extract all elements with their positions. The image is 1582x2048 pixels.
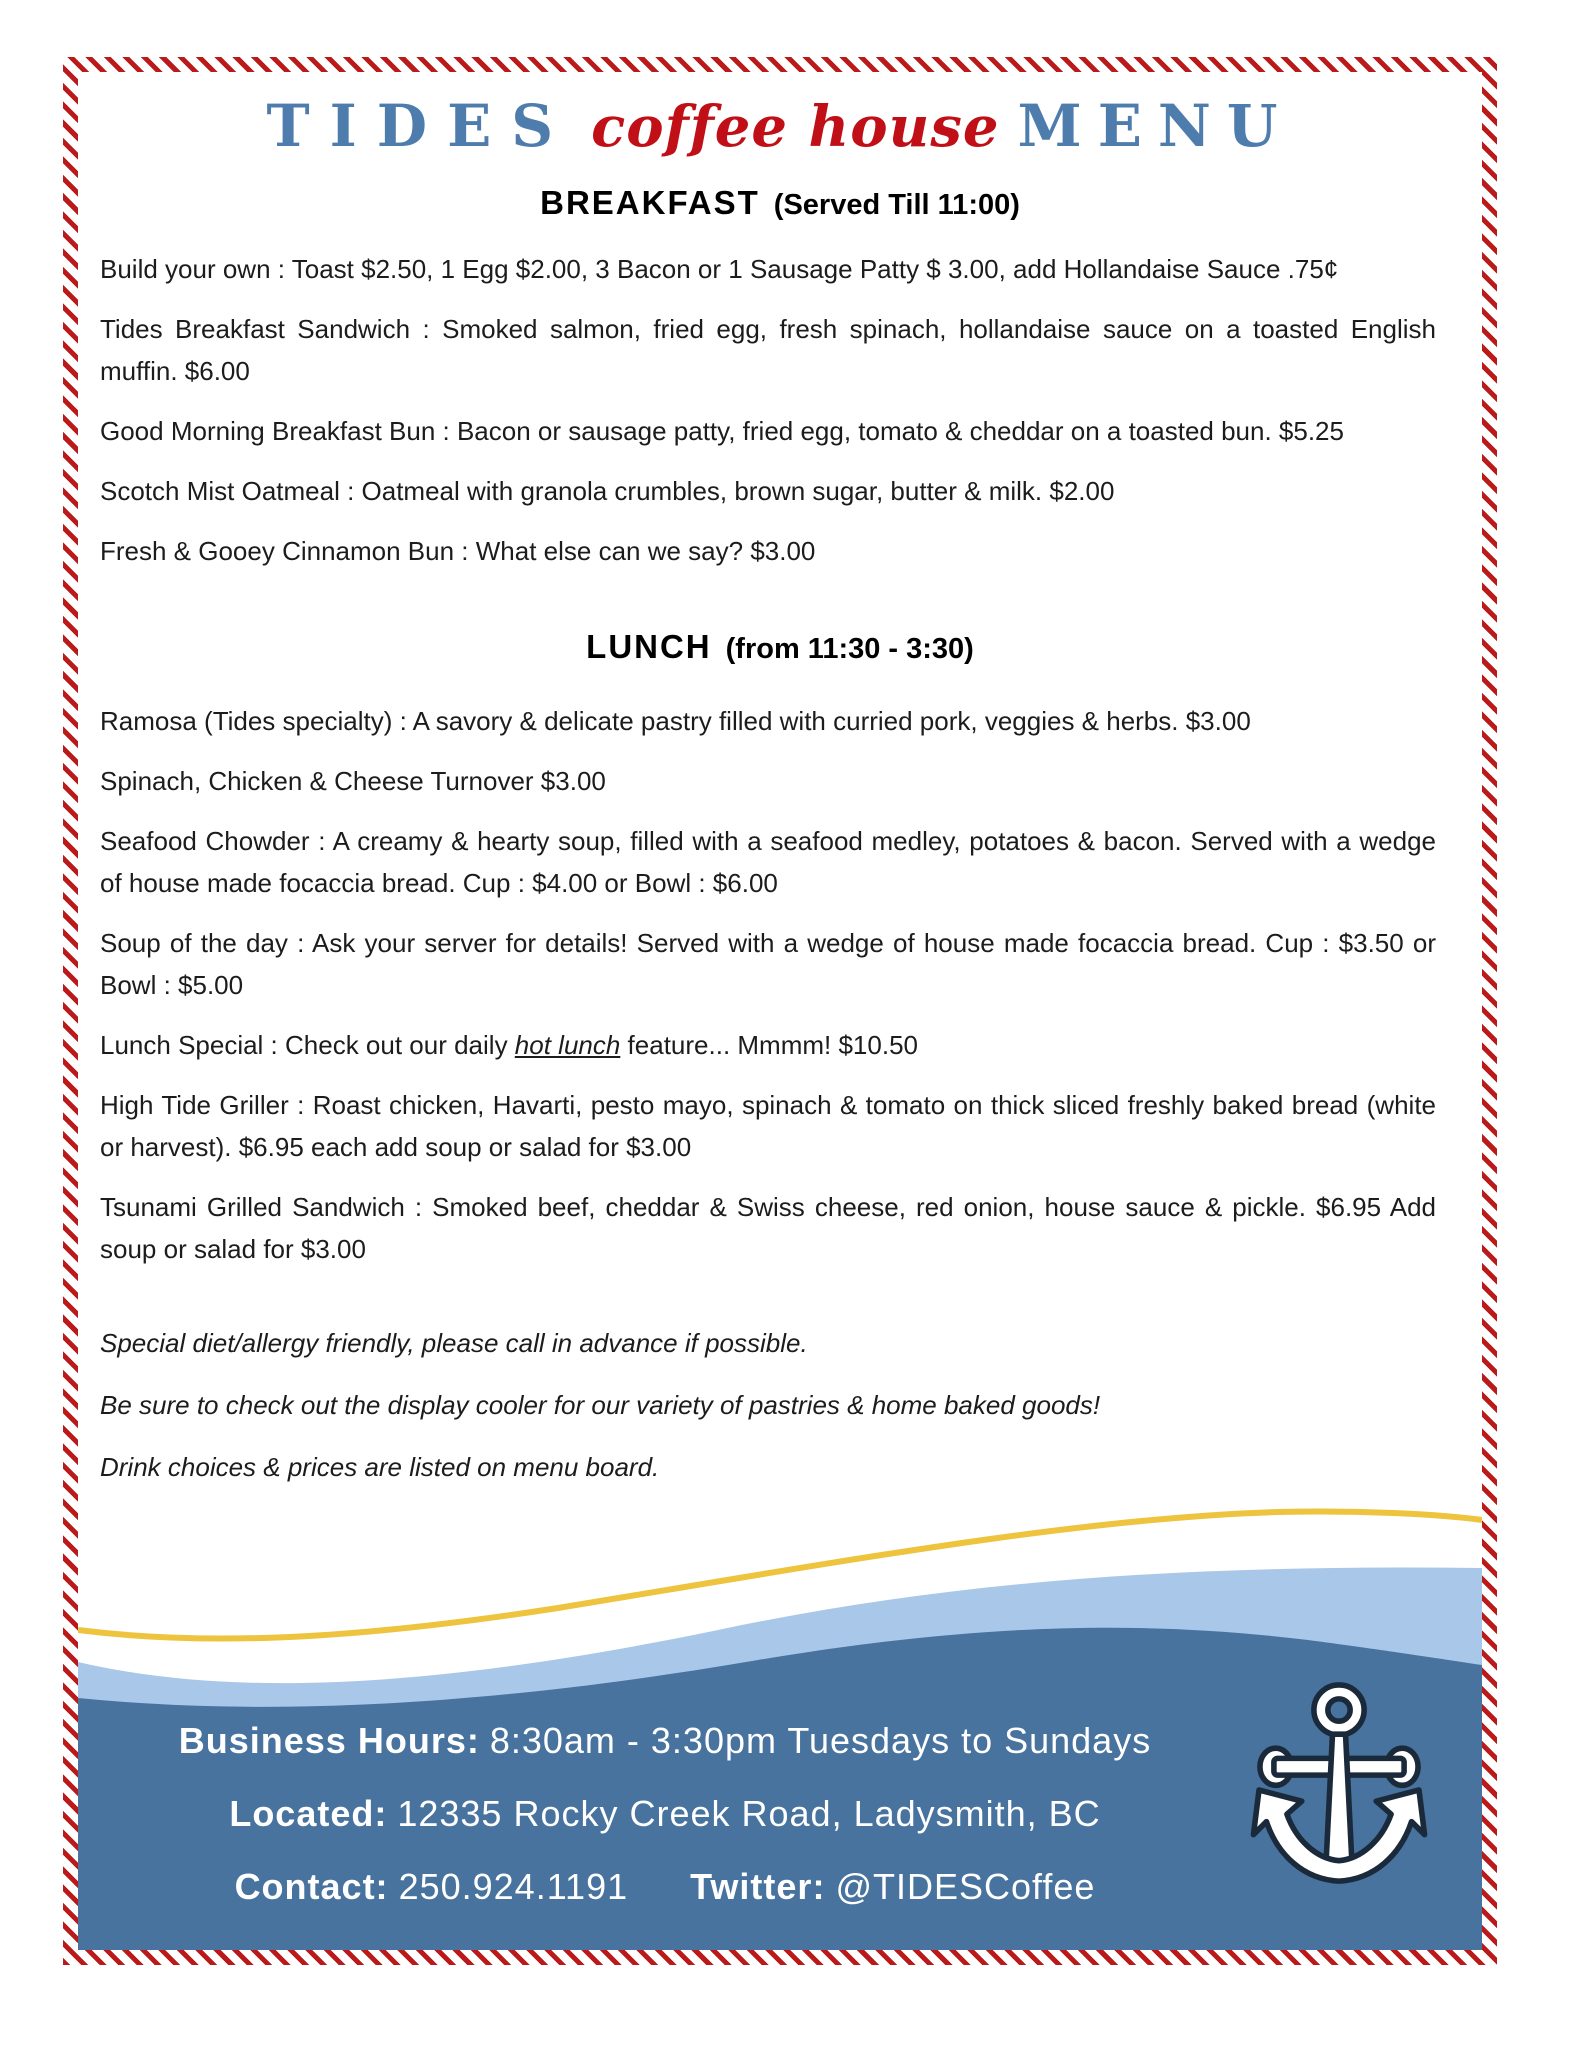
- section-header-lunch: [78, 628, 1482, 666]
- section-name: LUNCH: [586, 628, 712, 665]
- lunch-special-post: feature... Mmmm! $10.50: [620, 1030, 918, 1060]
- menu-item-good-morning-breakfast-bun: Good Morning Breakfast Bun : Bacon or sausage patty, fried egg, tomato & cheddar on a toasted bun. $5.25: [100, 416, 1344, 446]
- footnotes: [78, 1328, 1482, 1483]
- twitter-value: @TIDESCoffee: [835, 1866, 1096, 1907]
- page-title: [78, 72, 1482, 174]
- menu-item-build-your-own: Build your own : Toast $2.50, 1 Egg $2.00, 3 Bacon or 1 Sausage Patty $ 3.00, add Hollandaise Sauce .75¢: [100, 254, 1339, 284]
- brand-menu: MENU: [1017, 92, 1294, 160]
- lunch-items: [78, 700, 1482, 1270]
- business-hours-line: [100, 1720, 1230, 1762]
- menu-item-cinnamon-bun: Fresh & Gooey Cinnamon Bun : What else can we say? $3.00: [100, 536, 816, 566]
- menu-item-soup-of-the-day: Soup of the day : Ask your server for details! Served with a wedge of house made focaccia bread. Cup : $3.50 or Bowl : $5.00: [100, 928, 1436, 1000]
- menu-item-seafood-chowder: Seafood Chowder : A creamy & hearty soup, filled with a seafood medley, potatoes & bacon. Served with a wedge of house made focaccia bread. Cup : $4.00 or Bowl : $6.00: [100, 826, 1436, 898]
- lunch-special-pre: Lunch Special : Check out our daily: [100, 1030, 515, 1060]
- anchor-icon: [1246, 1670, 1432, 1910]
- brand-tides: TIDES: [266, 92, 574, 160]
- note-display-cooler: Be sure to check out the display cooler for our variety of pastries & home baked goods!: [100, 1390, 1101, 1420]
- section-header-breakfast: [78, 184, 1482, 222]
- section-time: (Served Till 11:00): [773, 189, 1020, 221]
- menu-item-scotch-mist-oatmeal: Scotch Mist Oatmeal : Oatmeal with granola crumbles, brown sugar, butter & milk. $2.00: [100, 476, 1115, 506]
- menu-item-high-tide-griller: High Tide Griller : Roast chicken, Havarti, pesto mayo, spinach & tomato on thick sliced freshly baked bread (white or harvest). $6.95 each add soup or salad for $3.00: [100, 1090, 1436, 1162]
- located-value: 12335 Rocky Creek Road, Ladysmith, BC: [397, 1793, 1101, 1834]
- location-line: [100, 1793, 1230, 1835]
- contact-line: [100, 1866, 1230, 1908]
- note-allergy: Special diet/allergy friendly, please call in advance if possible.: [100, 1328, 808, 1358]
- menu-item-ramosa: Ramosa (Tides specialty) : A savory & delicate pastry filled with curried pork, veggies & herbs. $3.00: [100, 706, 1251, 736]
- business-hours-value: 8:30am - 3:30pm Tuesdays to Sundays: [489, 1720, 1152, 1761]
- section-name: BREAKFAST: [540, 184, 760, 221]
- business-hours-label: Business Hours:: [178, 1720, 480, 1761]
- menu-item-lunch-special: [100, 1024, 1436, 1066]
- hot-lunch-emphasis: hot lunch: [514, 1030, 621, 1060]
- menu-sheet: [78, 72, 1482, 1950]
- twitter-label: Twitter:: [690, 1866, 826, 1907]
- menu-item-turnover: Spinach, Chicken & Cheese Turnover $3.00: [100, 766, 606, 796]
- contact-value: 250.924.1191: [398, 1866, 629, 1907]
- menu-item-tsunami-grilled-sandwich: Tsunami Grilled Sandwich : Smoked beef, cheddar & Swiss cheese, red onion, house sauce & pickle. $6.95 Add soup or salad for $3.00: [100, 1192, 1436, 1264]
- located-label: Located:: [229, 1793, 388, 1834]
- section-time: (from 11:30 - 3:30): [725, 633, 974, 665]
- candy-stripe-border: [63, 57, 1497, 1965]
- brand-coffee-house: coffee house: [591, 94, 1000, 160]
- breakfast-items: [78, 248, 1482, 572]
- contact-label: Contact:: [234, 1866, 389, 1907]
- footer-info: [100, 1720, 1230, 1939]
- menu-item-tides-breakfast-sandwich: Tides Breakfast Sandwich : Smoked salmon, fried egg, fresh spinach, hollandaise sauce on a toasted English muffin. $6.00: [100, 314, 1436, 386]
- note-drink-choices: Drink choices & prices are listed on menu board.: [100, 1452, 660, 1482]
